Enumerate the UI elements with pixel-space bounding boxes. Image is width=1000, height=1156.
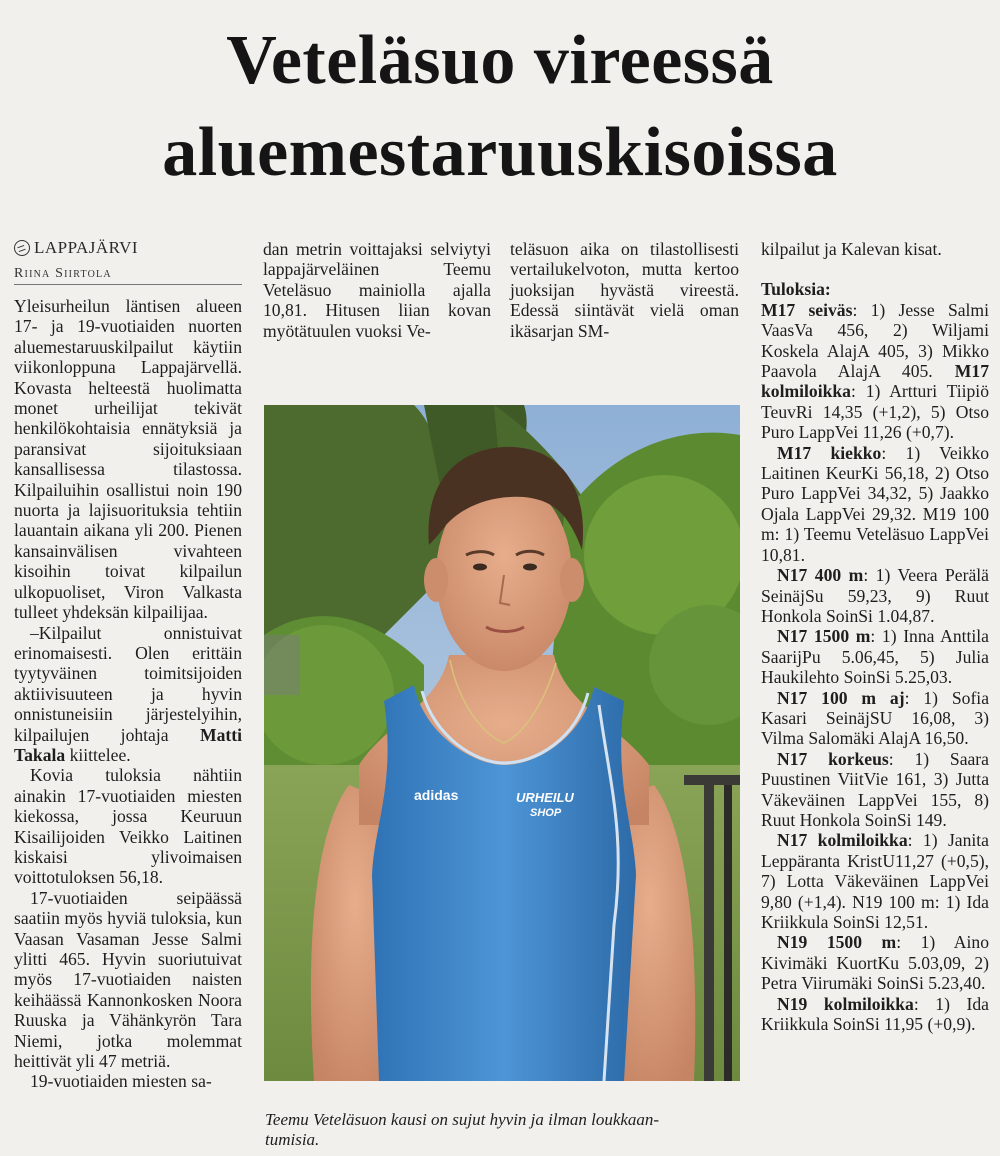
urheilu-shop-logo: URHEILU xyxy=(516,790,574,805)
results-list xyxy=(761,830,989,932)
photo-caption xyxy=(265,1110,739,1150)
result-text: : 1) Artturi Tiipiö TeuvRi 14,35 (+1,2), 5) Otso Puro LappVei 11,26 (+0,7). xyxy=(761,381,989,443)
result-event: N17 korkeus xyxy=(777,748,889,769)
result-text: : 1) Janita Leppäranta KristU11,27 (+0,5), 7) Lotta Väkeväinen LappVei 9,80 (+1,4). N19 100 m: 1) Ida Kriikkula SoinSi 12,51. xyxy=(761,830,989,932)
headline-line-2: aluemestaruuskisoissa xyxy=(162,114,838,191)
result-event: N17 400 m xyxy=(777,565,864,586)
result-text: : 1) Jesse Salmi VaasVa 456, 2) Wiljami Koskela AlajA 405, 3) Mikko Paavola AlajA 405. xyxy=(761,299,989,382)
paragraph: Kovia tuloksia nähtiin ainakin 17-vuotiaiden miesten kiekossa, jossa Keuruun Kisailijoiden Veikko Laitinen kiskaisi ylivoimaisen voittotuloksen 56,18. xyxy=(14,765,242,888)
paragraph: dan metrin voittajaksi selviytyi lappajärveläinen Teemu Veteläsuo mainiolla ajalla 10,81. Hitusen liian kovan myötätuulen vuoksi Ve- xyxy=(263,239,491,341)
result-text: : 1) Veera Perälä SeinäjSu 59,23, 9) Ruut Honkola SoinSi 1.04,87. xyxy=(761,565,989,626)
athlete-photo xyxy=(264,405,740,1081)
newspaper-logo-icon xyxy=(14,240,30,256)
results-list xyxy=(761,565,989,626)
paragraph: kilpailut ja Kalevan kisat. xyxy=(761,239,942,259)
article-column-2 xyxy=(263,239,491,341)
result-text: : 1) Ida Kriikkula SoinSi 11,95 (+0,9). xyxy=(761,993,989,1035)
photo-illustration xyxy=(264,405,740,1081)
urheilu-shop-logo-2: SHOP xyxy=(530,807,562,819)
result-text: : 1) Aino Kivimäki KuortKu 5.03,09, 2) Petra Viirumäki SoinSi 5.23,40. xyxy=(761,932,989,994)
article-column-1 xyxy=(14,296,242,1092)
results-list xyxy=(761,932,989,993)
result-text: : 1) Saara Puustinen ViitVie 161, 3) Jutta Väkeväinen LappVei 155, 8) Ruut Honkola SoinSi 149. xyxy=(761,748,989,830)
caption-line: tumisia. xyxy=(265,1130,320,1149)
result-event: M17 kiekko xyxy=(777,442,882,463)
article-column-3 xyxy=(510,239,739,341)
dateline xyxy=(14,238,242,258)
results-list xyxy=(761,626,989,687)
paragraph: Yleisurheilun läntisen alueen 17- ja 19-vuotiaiden nuorten aluemestaruuskilpailut käytiin viikonloppuna Lappajärvellä. Kovasta helteestä huolimatta monet urheilijat tekivät henkilökohtaisia ennätyksiä ja paransivat sijoituksiaan kansallisessa tilastossa. Kilpailuihin osallistui noin 190 nuorta ja lajisuorituksia tehtiin lauantain aikana yli 200. Pienen kansainvälisen vivahteen kisoihin toivat kilpailun ulkopuoliset, Viron Valkasta tulleet yhdeksän kilpailijaa. xyxy=(14,296,242,623)
result-event: N17 100 m aj xyxy=(777,687,905,708)
results-list xyxy=(761,688,989,749)
adidas-logo: adidas xyxy=(414,787,459,803)
results-list xyxy=(761,443,989,565)
results-list xyxy=(761,300,989,443)
results-list xyxy=(761,749,989,831)
person-name: Matti Takala xyxy=(14,724,242,765)
result-event: N19 kolmiloikka xyxy=(777,993,914,1014)
result-text: : 1) Sofia Kasari SeinäjSU 16,08, 3) Vilma Salomäki AlajA 16,50. xyxy=(761,687,989,749)
result-event: N17 kolmiloikka xyxy=(777,830,908,851)
result-event: M17 kolmiloikka xyxy=(761,361,989,402)
results-list xyxy=(761,994,989,1035)
headline-line-1: Veteläsuo vireessä xyxy=(226,22,774,99)
paragraph: 19-vuotiaiden miesten sa- xyxy=(30,1071,212,1092)
paragraph: 17-vuotiaiden seipäässä saatiin myös hyviä tuloksia, kun Vaasan Vasaman Jesse Salmi ylitti 465. Hyvin suoriutuivat myös 17-vuotiaiden naisten keihäässä Kannonkosken Noora Ruuska ja Vähänkyrön Tara Niemi, jotka molemmat heittivät yli 47 metriä. xyxy=(14,887,242,1072)
result-event: N19 1500 m xyxy=(777,932,897,953)
result-event: M17 seiväs xyxy=(761,299,853,320)
result-event: N17 1500 m xyxy=(777,626,871,647)
paragraph: teläsuon aika on tilastollisesti vertailukelvoton, mutta kertoo juoksijan hyvästä vireestä. Edessä siintävät vielä oman ikäsarjan SM- xyxy=(510,239,739,341)
dateline-place: LAPPAJÄRVI xyxy=(34,238,139,257)
results-column xyxy=(761,239,989,1034)
results-heading: Tuloksia: xyxy=(761,279,831,300)
byline: Riina Siirtola xyxy=(14,266,242,285)
result-text: : 1) Veikko Laitinen KeurKi 56,18, 2) Otso Puro LappVei 34,32, 5) Jaakko Ojala LappVei 29,32. M19 100 m: 1) Teemu Veteläsuo LappVei 10,81. xyxy=(761,442,989,565)
result-text: : 1) Inna Anttila SaarijPu 5.06,45, 5) Julia Haukilehto SoinSi 5.25,03. xyxy=(761,626,989,688)
caption-line: Teemu Veteläsuon kausi on sujut hyvin ja ilman loukkaan- xyxy=(265,1110,660,1129)
paragraph: –Kilpailut onnistuivat erinomaisesti. Olen erittäin tyytyväinen toimitsijoiden aktiivisuuteen ja hyvin onnistuneisiin järjestelyihin, kilpailujen johtaja Matti Takala kiittelee. xyxy=(14,622,242,765)
